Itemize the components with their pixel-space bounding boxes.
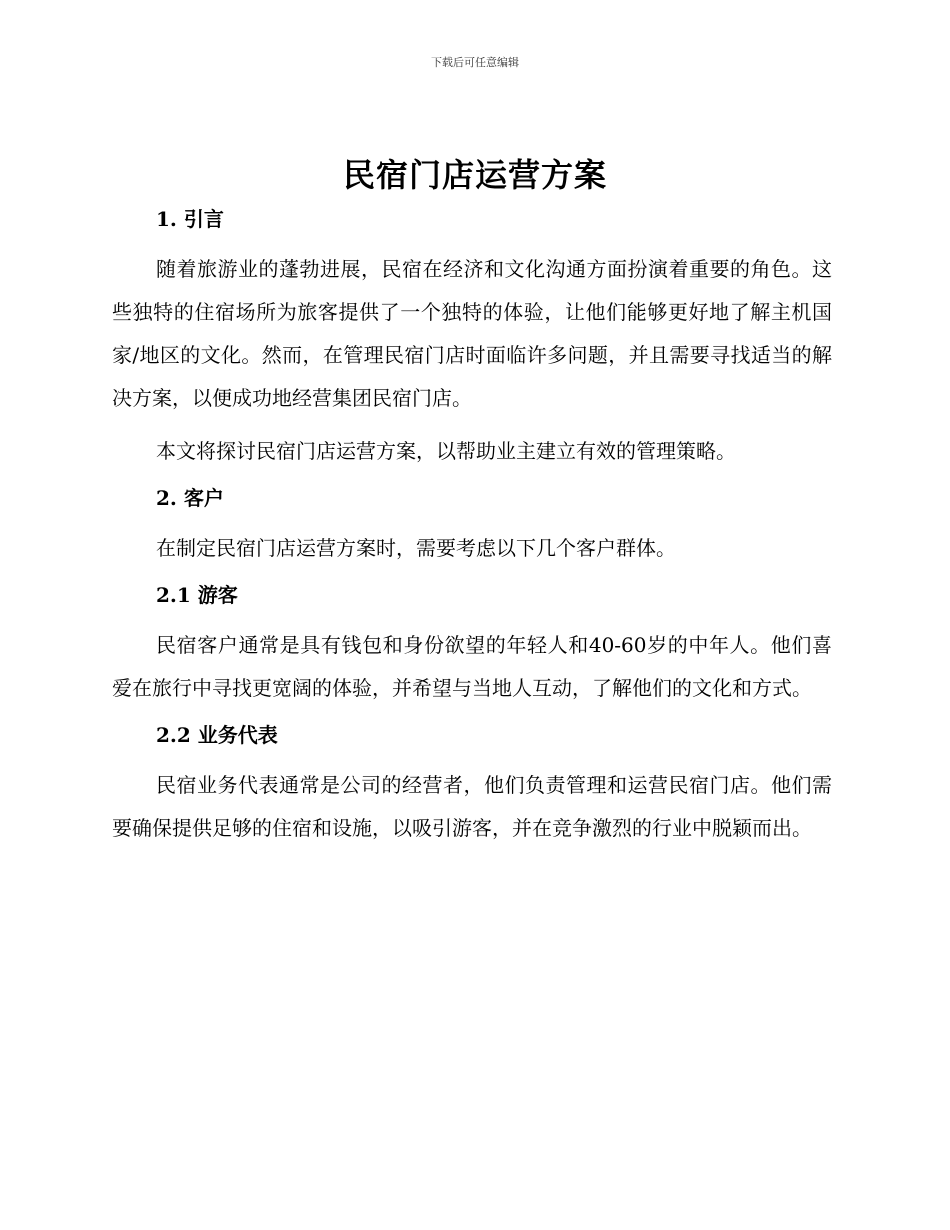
paragraph-tourists: 民宿客户通常是具有钱包和身份欲望的年轻人和40-60岁的中年人。他们喜爱在旅行中寻找更宽阔的体验，并希望与当地人互动，了解他们的文化和方式。 xyxy=(112,633,832,700)
header-note: 下载后可任意编辑 xyxy=(431,56,519,69)
page-title: 民宿门店运营方案 xyxy=(342,156,607,194)
document-body xyxy=(112,204,832,850)
paragraph-business-reps: 民宿业务代表通常是公司的经营者，他们负责管理和运营民宿门店。他们需要确保提供足够的住宿和设施，以吸引游客，并在竞争激烈的行业中脱颖而出。 xyxy=(112,773,832,840)
paragraph-intro-2: 本文将探讨民宿门店运营方案，以帮助业主建立有效的管理策略。 xyxy=(156,439,736,463)
section-heading-business-reps: 2.2 业务代表 xyxy=(156,723,278,747)
section-heading-customers: 2. 客户 xyxy=(156,486,224,510)
section-heading-intro: 1. 引言 xyxy=(156,207,224,231)
paragraph-intro-1: 随着旅游业的蓬勃进展，民宿在经济和文化沟通方面扮演着重要的角色。这些独特的住宿场所为旅客提供了一个独特的体验，让他们能够更好地了解主机国家/地区的文化。然而，在管理民宿门店时面临许多问题，并且需要寻找适当的解决方案，以便成功地经营集团民宿门店。 xyxy=(112,257,832,410)
section-heading-tourists: 2.1 游客 xyxy=(156,583,238,607)
paragraph-customers: 在制定民宿门店运营方案时，需要考虑以下几个客户群体。 xyxy=(156,536,676,560)
